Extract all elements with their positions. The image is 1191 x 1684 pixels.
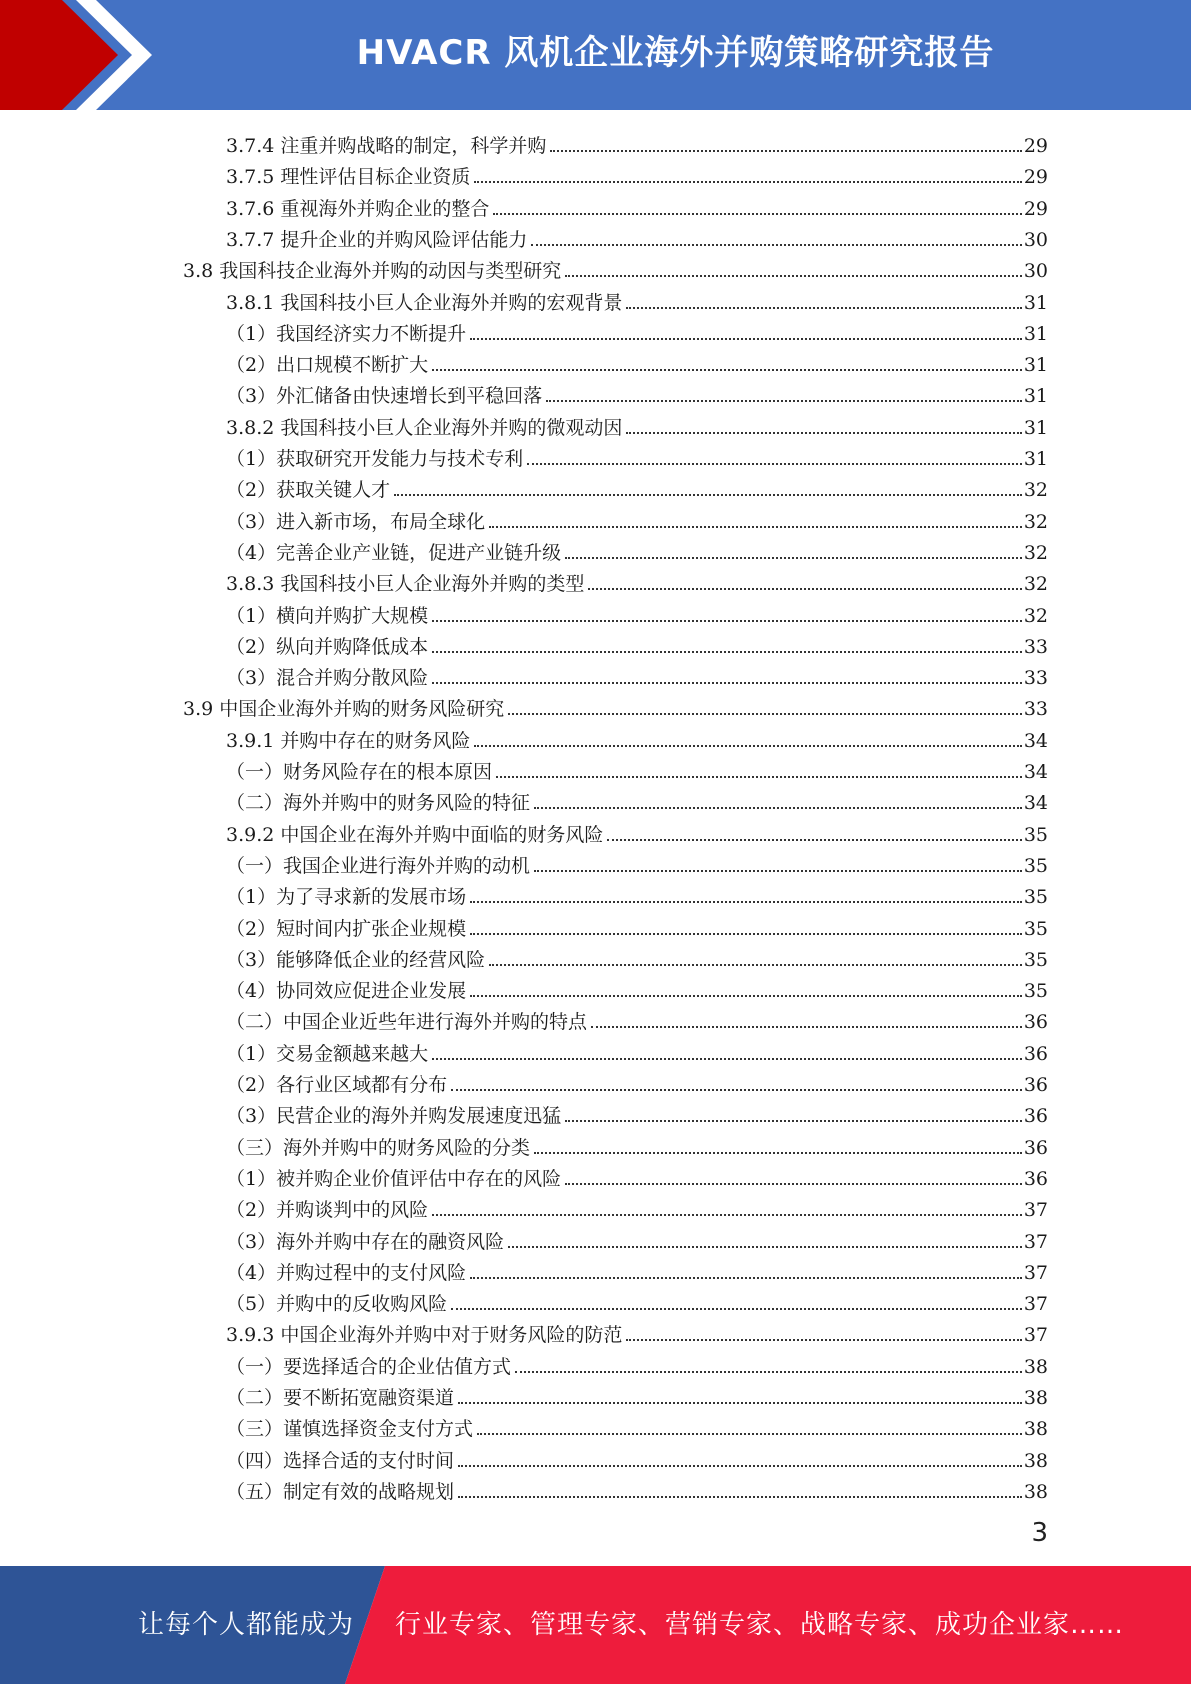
toc-entry-page: 32 <box>1023 573 1048 595</box>
toc-entry-page: 34 <box>1023 792 1048 814</box>
toc-dot-leader <box>565 1183 1022 1185</box>
toc-entry[interactable] <box>226 1285 1048 1316</box>
toc-entry[interactable] <box>226 1473 1048 1504</box>
toc-dot-leader <box>550 150 1021 152</box>
toc-entry[interactable] <box>226 628 1048 659</box>
toc-entry-page: 37 <box>1023 1231 1048 1253</box>
toc-dot-leader <box>470 338 1022 340</box>
toc-entry-title: （一）要选择适合的企业估值方式 <box>226 1356 512 1378</box>
toc-entry-page: 32 <box>1023 511 1048 533</box>
toc-entry-title: （二）要不断拓宽融资渠道 <box>226 1387 455 1409</box>
toc-dot-leader <box>394 494 1022 496</box>
toc-entry[interactable] <box>183 690 1048 721</box>
toc-entry[interactable] <box>226 1410 1048 1441</box>
toc-dot-leader <box>565 275 1022 277</box>
toc-entry[interactable] <box>226 1254 1048 1285</box>
toc-entry[interactable] <box>226 753 1048 784</box>
toc-entry-page: 37 <box>1023 1262 1048 1284</box>
toc-dot-leader <box>565 1120 1022 1122</box>
toc-entry-page: 31 <box>1023 385 1048 407</box>
toc-entry-page: 31 <box>1023 448 1048 470</box>
toc-entry-title: （1）被并购企业价值评估中存在的风险 <box>226 1168 562 1190</box>
toc-entry-title: （4）并购过程中的支付风险 <box>226 1262 467 1284</box>
toc-entry-page: 33 <box>1023 636 1048 658</box>
toc-entry-page: 36 <box>1023 1137 1048 1159</box>
toc-entry-page: 35 <box>1023 824 1048 846</box>
toc-entry-title: （3）能够降低企业的经营风险 <box>226 949 486 971</box>
toc-dot-leader <box>432 369 1022 371</box>
toc-entry-title: 3.7.4 注重并购战略的制定，科学并购 <box>226 135 547 157</box>
toc-entry-title: （1）横向并购扩大规模 <box>226 605 429 627</box>
toc-entry-title: 3.8.2 我国科技小巨人企业海外并购的微观动因 <box>226 417 623 439</box>
toc-entry-title: 3.8 我国科技企业海外并购的动因与类型研究 <box>183 260 562 282</box>
toc-entry[interactable] <box>226 878 1048 909</box>
toc-entry[interactable] <box>226 722 1048 753</box>
toc-dot-leader <box>470 1277 1022 1279</box>
toc-entry[interactable] <box>226 1066 1048 1097</box>
toc-entry-page: 31 <box>1023 292 1048 314</box>
toc-dot-leader <box>432 1214 1022 1216</box>
toc-entry-page: 31 <box>1023 354 1048 376</box>
toc-entry-page: 36 <box>1023 1105 1048 1127</box>
toc-entry[interactable] <box>226 1316 1048 1347</box>
toc-entry-title: （3）民营企业的海外并购发展速度迅猛 <box>226 1105 562 1127</box>
toc-entry[interactable] <box>226 190 1048 221</box>
toc-entry-page: 36 <box>1023 1011 1048 1033</box>
toc-entry[interactable] <box>226 1003 1048 1034</box>
toc-entry[interactable] <box>226 1160 1048 1191</box>
toc-entry-page: 36 <box>1023 1074 1048 1096</box>
toc-entry-title: （1）我国经济实力不断提升 <box>226 323 467 345</box>
toc-entry-page: 31 <box>1023 323 1048 345</box>
toc-dot-leader <box>474 181 1021 183</box>
toc-entry-title: （3）海外并购中存在的融资风险 <box>226 1231 505 1253</box>
toc-entry-page: 38 <box>1023 1481 1048 1503</box>
toc-dot-leader <box>432 682 1022 684</box>
toc-entry-page: 30 <box>1023 260 1048 282</box>
footer-slogan-left: 让每个人都能成为 <box>138 1610 355 1640</box>
toc-dot-leader <box>527 463 1022 465</box>
toc-entry-page: 33 <box>1023 698 1048 720</box>
toc-entry-page: 33 <box>1023 667 1048 689</box>
toc-entry-title: （1）获取研究开发能力与技术专利 <box>226 448 524 470</box>
toc-entry[interactable] <box>226 1442 1048 1473</box>
toc-entry-page: 35 <box>1023 855 1048 877</box>
toc-dot-leader <box>626 307 1021 309</box>
footer-slogan-right: 行业专家、管理专家、营销专家、战略专家、成功企业家…… <box>395 1610 1125 1640</box>
toc-entry[interactable] <box>226 1035 1048 1066</box>
toc-entry[interactable] <box>226 1348 1048 1379</box>
toc-entry-page: 32 <box>1023 542 1048 564</box>
page-number: 3 <box>1031 1518 1048 1548</box>
toc-entry-page: 36 <box>1023 1043 1048 1065</box>
toc-entry-title: （一）我国企业进行海外并购的动机 <box>226 855 531 877</box>
toc-entry[interactable] <box>226 315 1048 346</box>
toc-entry[interactable] <box>226 816 1048 847</box>
toc-dot-leader <box>432 620 1022 622</box>
toc-entry-title: 3.7.7 提升企业的并购风险评估能力 <box>226 229 528 251</box>
toc-entry[interactable] <box>226 1379 1048 1410</box>
toc-entry-page: 38 <box>1023 1387 1048 1409</box>
toc-entry-page: 37 <box>1023 1293 1048 1315</box>
toc-entry-title: （4）完善企业产业链，促进产业链升级 <box>226 542 562 564</box>
toc-entry-title: （1）交易金额越来越大 <box>226 1043 429 1065</box>
toc-entry[interactable] <box>226 565 1048 596</box>
toc-entry[interactable] <box>226 284 1048 315</box>
toc-entry[interactable] <box>226 534 1048 565</box>
toc-entry[interactable] <box>226 1129 1048 1160</box>
toc-entry[interactable] <box>226 346 1048 377</box>
toc-dot-leader <box>546 400 1022 402</box>
toc-entry-title: （2）并购谈判中的风险 <box>226 1199 429 1221</box>
toc-entry[interactable] <box>226 659 1048 690</box>
toc-dot-leader <box>496 776 1022 778</box>
toc-dot-leader <box>489 526 1022 528</box>
toc-entry-title: （3）外汇储备由快速增长到平稳回落 <box>226 385 543 407</box>
toc-entry[interactable] <box>226 377 1048 408</box>
toc-entry-title: （3）进入新市场，布局全球化 <box>226 511 486 533</box>
toc-dot-leader <box>508 1246 1022 1248</box>
toc-entry[interactable] <box>226 784 1048 815</box>
toc-entry[interactable] <box>226 503 1048 534</box>
toc-dot-leader <box>470 933 1022 935</box>
toc-dot-leader <box>470 995 1022 997</box>
toc-dot-leader <box>534 807 1022 809</box>
toc-dot-leader <box>508 713 1022 715</box>
toc-entry-page: 35 <box>1023 918 1048 940</box>
toc-entry-page: 30 <box>1023 229 1048 251</box>
toc-dot-leader <box>515 1371 1022 1373</box>
toc-entry-title: 3.9.1 并购中存在的财务风险 <box>226 730 471 752</box>
toc-entry[interactable] <box>226 597 1048 628</box>
toc-entry-page: 32 <box>1023 605 1048 627</box>
toc-entry-title: （2）出口规模不断扩大 <box>226 354 429 376</box>
page-header <box>0 0 1191 110</box>
header-arrow-logo <box>0 0 170 110</box>
toc-entry-title: （4）协同效应促进企业发展 <box>226 980 467 1002</box>
toc-dot-leader <box>626 432 1021 434</box>
toc-dot-leader <box>489 964 1022 966</box>
toc-entry[interactable] <box>226 972 1048 1003</box>
toc-dot-leader <box>607 839 1021 841</box>
toc-entry-page: 37 <box>1023 1199 1048 1221</box>
toc-dot-leader <box>470 901 1022 903</box>
toc-entry-title: （2）短时间内扩张企业规模 <box>226 918 467 940</box>
toc-entry[interactable] <box>183 252 1048 283</box>
toc-dot-leader <box>458 1402 1022 1404</box>
toc-dot-leader <box>451 1089 1022 1091</box>
toc-entry-title: （2）纵向并购降低成本 <box>226 636 429 658</box>
toc-dot-leader <box>531 244 1021 246</box>
toc-entry-page: 34 <box>1023 730 1048 752</box>
toc-entry[interactable] <box>226 127 1048 158</box>
toc-entry-title: 3.9.3 中国企业海外并购中对于财务风险的防范 <box>226 1324 623 1346</box>
toc-entry-title: （3）混合并购分散风险 <box>226 667 429 689</box>
toc-entry-page: 35 <box>1023 980 1048 1002</box>
toc-dot-leader <box>591 1026 1022 1028</box>
toc-entry[interactable] <box>226 440 1048 471</box>
toc-dot-leader <box>458 1465 1022 1467</box>
toc-dot-leader <box>493 213 1021 215</box>
toc-dot-leader <box>477 1433 1022 1435</box>
toc-entry-title: （二）中国企业近些年进行海外并购的特点 <box>226 1011 588 1033</box>
toc-entry-title: （三）谨慎选择资金支付方式 <box>226 1418 474 1440</box>
toc-dot-leader <box>432 651 1022 653</box>
toc-dot-leader <box>474 745 1021 747</box>
toc-dot-leader <box>451 1308 1022 1310</box>
toc-entry[interactable] <box>226 1191 1048 1222</box>
toc-entry-page: 29 <box>1023 135 1048 157</box>
toc-entry-title: （5）并购中的反收购风险 <box>226 1293 448 1315</box>
toc-entry-page: 37 <box>1023 1324 1048 1346</box>
toc-entry[interactable] <box>226 158 1048 189</box>
toc-entry-page: 35 <box>1023 886 1048 908</box>
toc-entry-title: 3.9 中国企业海外并购的财务风险研究 <box>183 698 505 720</box>
toc-entry-title: 3.7.6 重视海外并购企业的整合 <box>226 198 490 220</box>
toc-entry[interactable] <box>226 409 1048 440</box>
toc-entry-page: 29 <box>1023 198 1048 220</box>
document-title: HVACR 风机企业海外并购策略研究报告 <box>356 33 995 73</box>
toc-entry[interactable] <box>226 1097 1048 1128</box>
toc-entry-title: 3.7.5 理性评估目标企业资质 <box>226 166 471 188</box>
toc-entry-title: 3.9.2 中国企业在海外并购中面临的财务风险 <box>226 824 604 846</box>
toc-entry-page: 34 <box>1023 761 1048 783</box>
toc-entry-page: 36 <box>1023 1168 1048 1190</box>
toc-entry-page: 29 <box>1023 166 1048 188</box>
toc-entry-title: 3.8.3 我国科技小巨人企业海外并购的类型 <box>226 573 585 595</box>
toc-dot-leader <box>432 1058 1022 1060</box>
toc-entry-title: （2）获取关键人才 <box>226 479 391 501</box>
page-footer <box>0 1566 1191 1684</box>
toc-entry[interactable] <box>226 221 1048 252</box>
toc-entry[interactable] <box>226 941 1048 972</box>
toc-entry-page: 31 <box>1023 417 1048 439</box>
toc-entry-title: （四）选择合适的支付时间 <box>226 1450 455 1472</box>
toc-entry-title: （2）各行业区域都有分布 <box>226 1074 448 1096</box>
toc-dot-leader <box>534 870 1022 872</box>
toc-entry-page: 35 <box>1023 949 1048 971</box>
toc-entry-page: 38 <box>1023 1356 1048 1378</box>
toc-dot-leader <box>565 557 1022 559</box>
toc-dot-leader <box>458 1496 1022 1498</box>
toc-dot-leader <box>534 1152 1022 1154</box>
toc-entry[interactable] <box>226 910 1048 941</box>
toc-entry-page: 32 <box>1023 479 1048 501</box>
toc-entry[interactable] <box>226 847 1048 878</box>
toc-entry-title: （一）财务风险存在的根本原因 <box>226 761 493 783</box>
toc-entry-title: 3.8.1 我国科技小巨人企业海外并购的宏观背景 <box>226 292 623 314</box>
toc-entry-title: （1）为了寻求新的发展市场 <box>226 886 467 908</box>
toc-entry-title: （二）海外并购中的财务风险的特征 <box>226 792 531 814</box>
toc-entry-title: （五）制定有效的战略规划 <box>226 1481 455 1503</box>
toc-dot-leader <box>626 1339 1021 1341</box>
toc-dot-leader <box>588 588 1021 590</box>
toc-entry[interactable] <box>226 471 1048 502</box>
toc-entry-page: 38 <box>1023 1418 1048 1440</box>
toc-entry-title: （三）海外并购中的财务风险的分类 <box>226 1137 531 1159</box>
toc-entry[interactable] <box>226 1223 1048 1254</box>
toc-entry-page: 38 <box>1023 1450 1048 1472</box>
